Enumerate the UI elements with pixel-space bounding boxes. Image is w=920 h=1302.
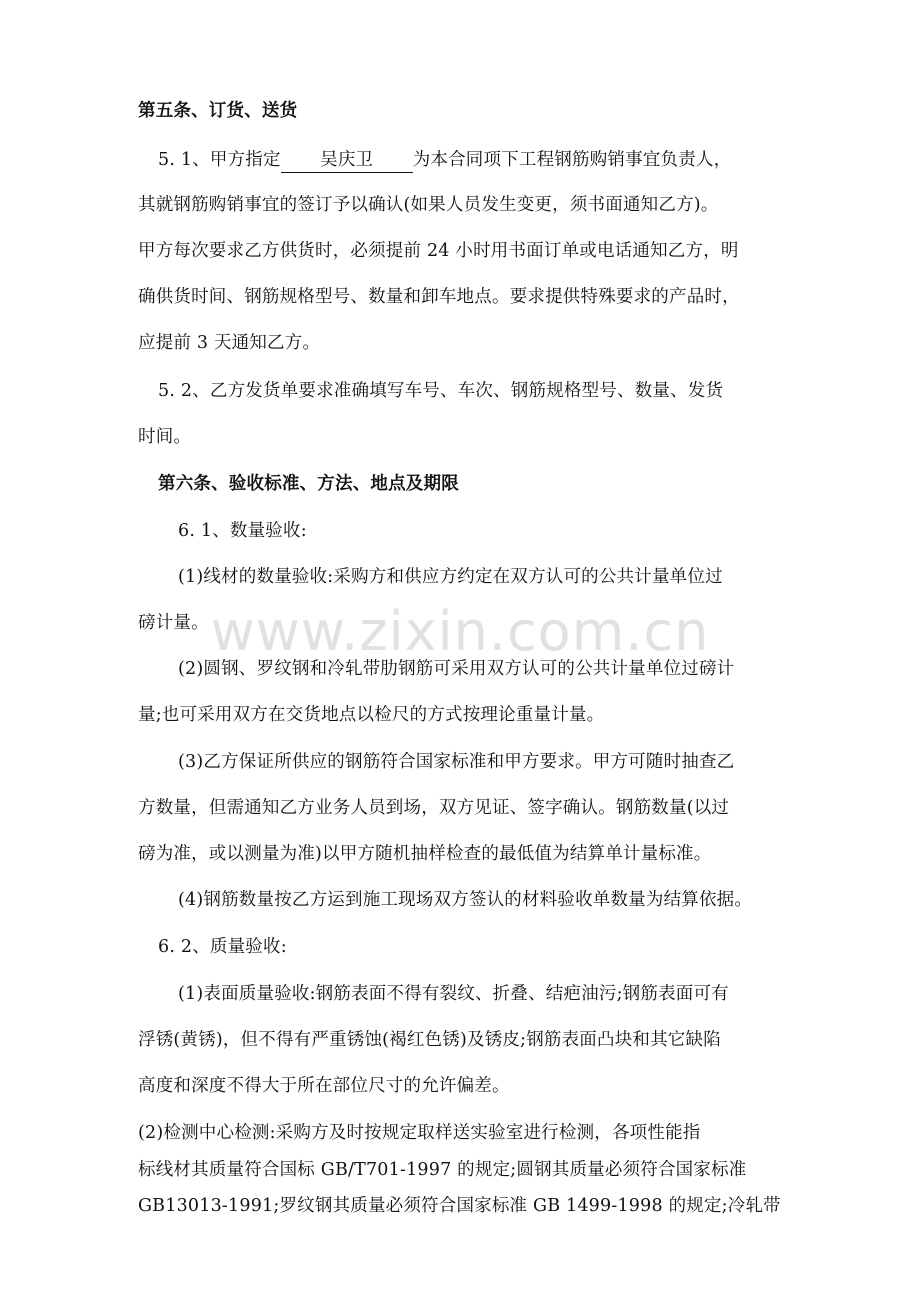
clause-5-1-line1 [158, 148, 731, 173]
clause-5-1-prefix: 5. 1、甲方指定 [158, 150, 281, 170]
clause-6-1: 6. 1、数量验收: [178, 521, 307, 541]
item-6-1-2-line2: 量;也可采用双方在交货地点以检尺的方式按理论重量计量。 [138, 705, 605, 725]
clause-5-2-line1: 5. 2、乙方发货单要求准确填写车号、车次、钢筋规格型号、数量、发货 [158, 381, 724, 401]
article6-heading: 第六条、验收标准、方法、地点及期限 [158, 474, 459, 494]
clause-5-1-line4: 确供货时间、钢筋规格型号、数量和卸车地点。要求提供特殊要求的产品时， [138, 287, 740, 307]
clause-5-1-line5: 应提前 3 天通知乙方。 [138, 333, 321, 353]
item-6-1-3-line1: (3)乙方保证所供应的钢筋符合国家标准和甲方要求。甲方可随时抽查乙 [178, 752, 735, 772]
item-6-2-1-line2: 浮锈(黄锈)，但不得有严重锈蚀(褐红色锈)及锈皮;钢筋表面凸块和其它缺陷 [138, 1030, 721, 1050]
item-6-2-1-line1: (1)表面质量验收:钢筋表面不得有裂纹、折叠、结疤油污;钢筋表面可有 [178, 984, 729, 1004]
item-6-1-4-line1: (4)钢筋数量按乙方运到施工现场双方签认的材料验收单数量为结算依据。 [178, 890, 753, 910]
article5-heading: 第五条、订货、送货 [138, 101, 298, 121]
clause-5-2-line2: 时间。 [138, 427, 192, 447]
item-6-1-3-line2: 方数量，但需通知乙方业务人员到场，双方见证、签字确认。钢筋数量(以过 [138, 798, 730, 818]
item-6-1-1-line1: (1)线材的数量验收:采购方和供应方约定在双方认可的公共计量单位过 [178, 567, 723, 587]
responsible-person-name: 吴庆卫 [281, 148, 413, 173]
clause-5-1-line2: 其就钢筋购销事宜的签订予以确认(如果人员发生变更，须书面通知乙方)。 [138, 195, 719, 215]
clause-5-1-line3: 甲方每次要求乙方供货时，必须提前 24 小时用书面订单或电话通知乙方，明 [138, 241, 739, 261]
watermark: www.zixin.com.cn [210, 600, 710, 663]
item-6-2-1-line3: 高度和深度不得大于所在部位尺寸的允许偏差。 [138, 1076, 510, 1096]
clause-5-1-suffix: 为本合同项下工程钢筋购销事宜负责人， [412, 150, 732, 170]
clause-6-2: 6. 2、质量验收: [158, 937, 287, 957]
item-6-2-2-line1: (2)检测中心检测:采购方及时按规定取样送实验室进行检测，各项性能指 [138, 1123, 701, 1143]
item-6-2-2-line2: 标线材其质量符合国标 GB/T701-1997 的规定;圆钢其质量必须符合国家标准 [138, 1160, 747, 1180]
item-6-1-1-line2: 磅计量。 [138, 613, 209, 633]
item-6-2-2-line3: GB13013-1991;罗纹钢其质量必须符合国家标准 GB 1499-1998 的规定;冷轧带 [138, 1196, 781, 1216]
item-6-1-2-line1: (2)圆钢、罗纹钢和冷轧带肋钢筋可采用双方认可的公共计量单位过磅计 [178, 659, 735, 679]
item-6-1-3-line3: 磅为准，或以测量为准)以甲方随机抽样检查的最低值为结算单计量标准。 [138, 844, 712, 864]
